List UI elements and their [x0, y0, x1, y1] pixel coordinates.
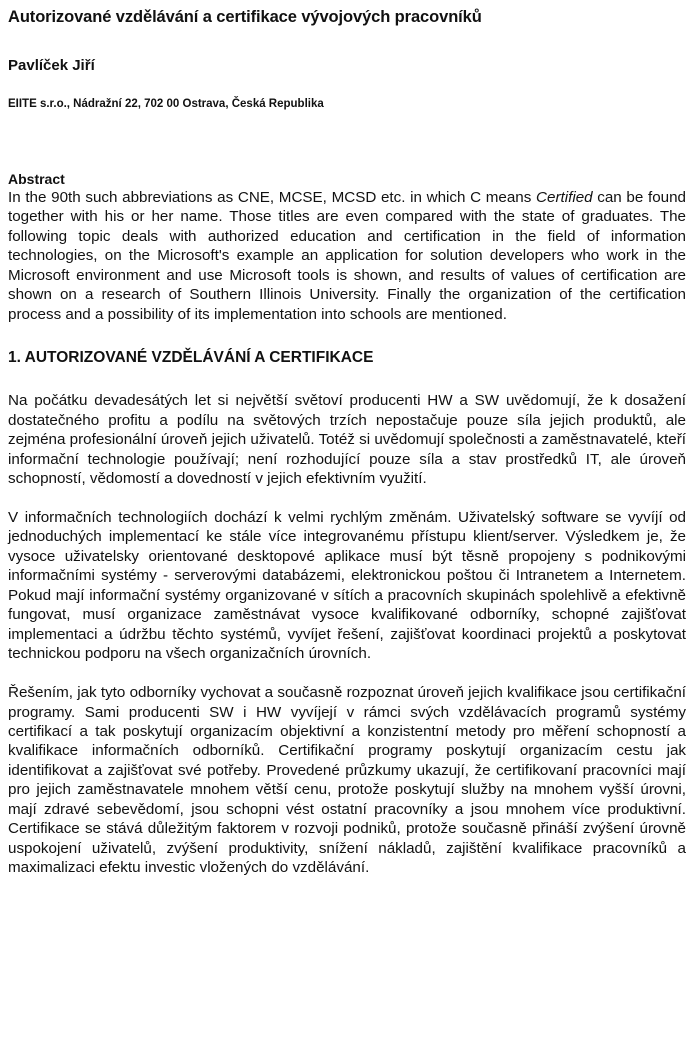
body-paragraph-2: V informačních technologiích dochází k velmi rychlým změnám. Uživatelský software se vyvíjí od jednoduchých implementací ke stále více integrovanému přístupu klient/server. Výsledkem je, že vysoce uživatelsky orientované desktopové aplikace musí být těsně propojeny s podnikovými informačními systémy - serverovými databázemi, elektronickou poštou či Intranetem a Internetem. Pokud mají informační systémy organizované v sítích a pracovních skupinách spolehlivě a efektivně fungovat, musí organizace zaměstnávat vysoce kvalifikované odborníky, schopné zajišťovat implementaci a údržbu těchto systémů, vyvíjet řešení, zajišťovat koordinaci projektů a poskytovat technickou podporu na všech organizačních úrovních.: [8, 508, 686, 663]
section-heading: 1. AUTORIZOVANÉ VZDĚLÁVÁNÍ A CERTIFIKACE: [8, 349, 374, 367]
paper-title: Autorizované vzdělávání a certifikace vývojových pracovníků: [8, 8, 482, 26]
author-name: Pavlíček Jiří: [8, 57, 95, 74]
abstract-text-part-2: can be found together with his or her name. Those titles are even compared with the state of graduates. The following topic deals with authorized education and certification in the field of information technologies, on the Microsoft's example an application for solution developers who work in the Microsoft environment and use Microsoft tools is shown, and results of values of certification are shown on a research of Southern Illinois University. Finally the organization of the certification process and a possibility of its implementation into schools are mentioned.: [8, 189, 687, 323]
body-paragraph-3: Řešením, jak tyto odborníky vychovat a současně rozpoznat úroveň jejich kvalifikace jsou certifikační programy. Sami producenti SW i HW vyvíjejí v rámci svých vzdělávacích programů systémy certifikací a tak poskytují organizacím objektivní a konzistentní metody pro měření schopností a kvalifikace informačních odborníků. Certifikační programy poskytují organizacím cestu jak identifikovat a zajišťovat své potřeby. Provedené průzkumy ukazují, že certifikovaní pracovníci mají pro jejich zaměstnavatele mnohem větší cenu, protože poskytují služby na mnohem vyšší úrovni, mají zdravé sebevědomí, jsou schopni vést ostatní pracovníky a jsou mnohem více produktivní. Certifikace se stává důležitým faktorem v rozvoji podniků, protože současně přináší zvýšení úrovně uspokojení uživatelů, zvýšení produktivity, snížení nákladů, zajištění kvalifikace pracovníků a maximalizaci efektu investic vložených do vzdělávání.: [8, 684, 686, 877]
abstract-text: [8, 188, 686, 324]
body-paragraph-1: Na počátku devadesátých let si největší světoví producenti HW a SW uvědomují, že k dosažení dostatečného profitu a podílu na světových trzích nepostačuje pouze síla jejich produktů, ale zejména profesionální úroveň jejich uživatelů. Totéž si uvědomují společnosti a zaměstnavatelé, kteří informační technologie používají; není rozhodující pouze síla a stav prostředků IT, ale úroveň schopností, vědomostí a dovedností v jejich efektivním využití.: [8, 392, 686, 487]
abstract-heading: Abstract: [8, 171, 65, 187]
abstract-emphasis: Certified: [536, 189, 593, 206]
abstract-text-part-1: In the 90th such abbreviations as CNE, MCSE, MCSD etc. in which C means: [8, 189, 537, 206]
document-page: [8, 6, 686, 878]
author-affiliation: EIITE s.r.o., Nádražní 22, 702 00 Ostrava, Česká Republika: [8, 98, 324, 110]
